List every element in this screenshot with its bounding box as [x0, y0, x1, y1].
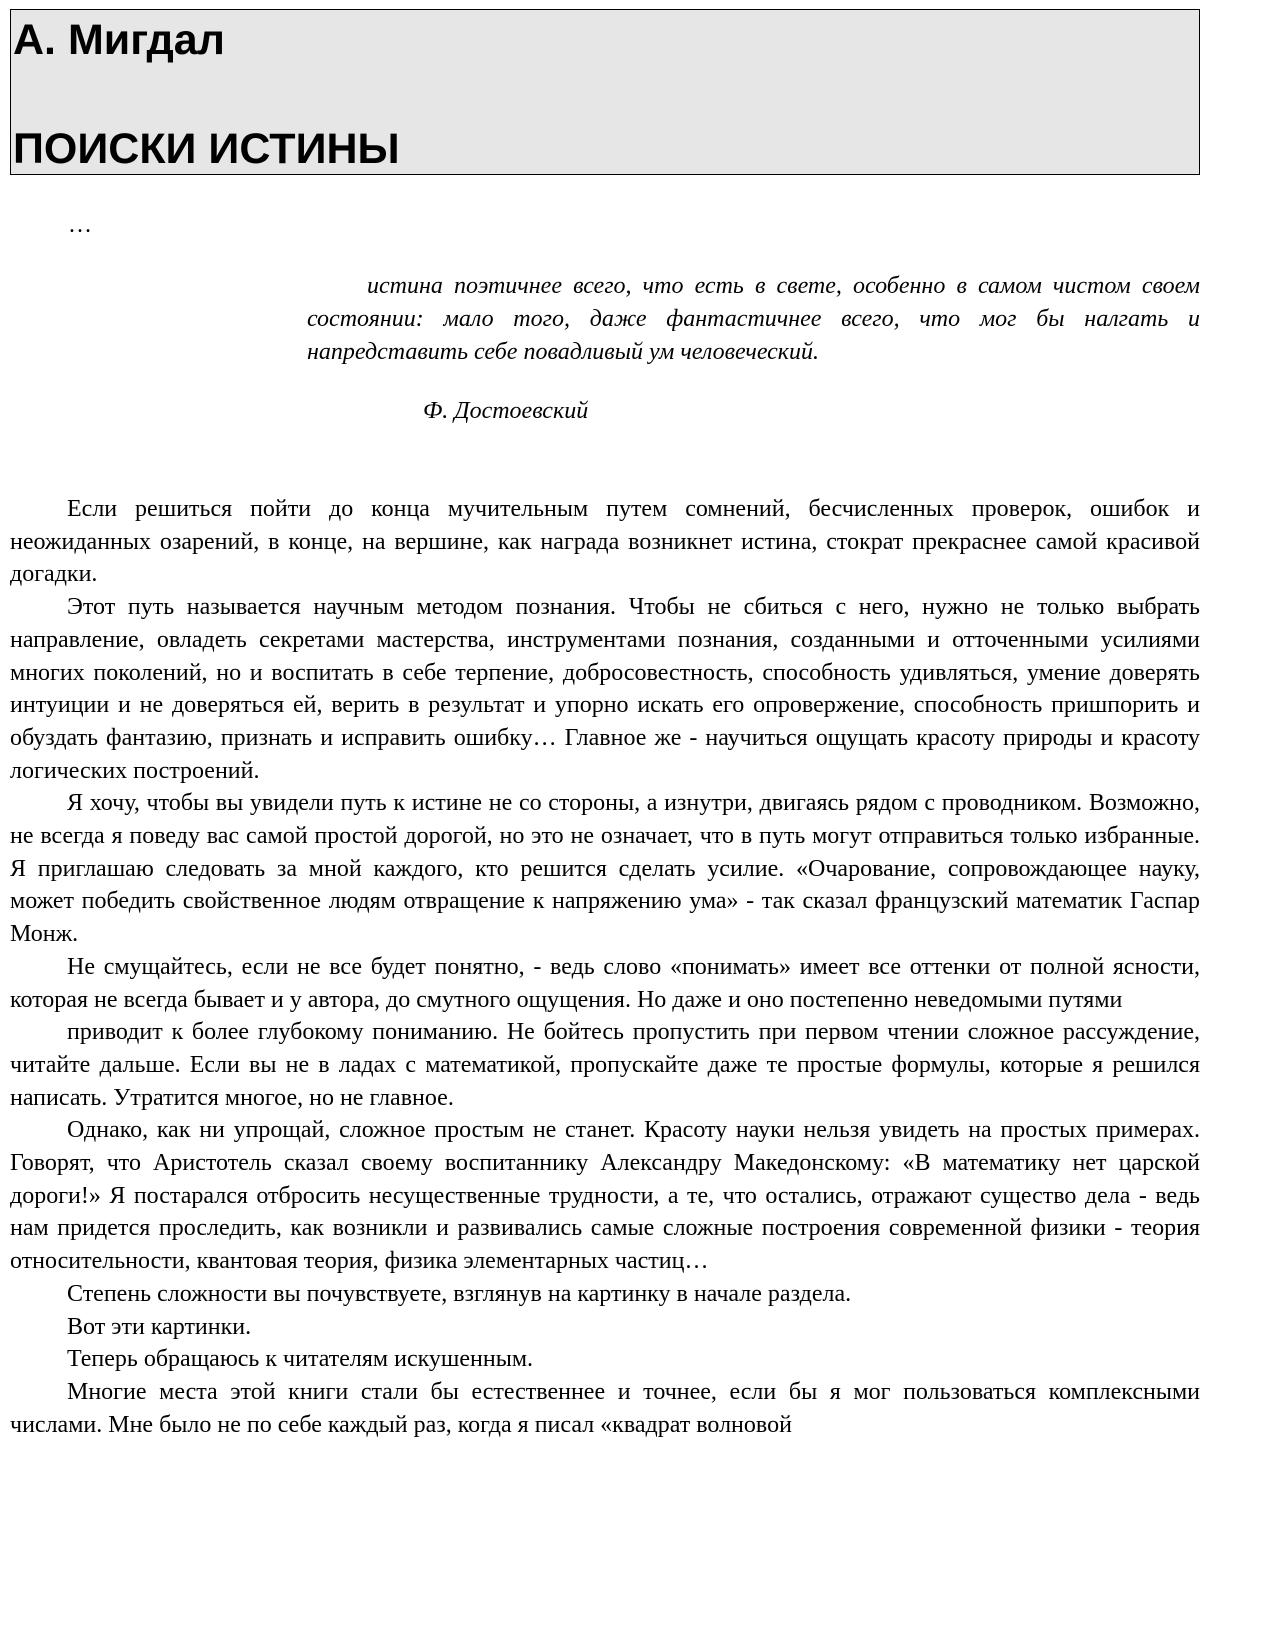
paragraph: Не смущайтесь, если не все будет понятно, - ведь слово «понимать» имеет все оттенки от полной ясности, которая не всегда бывает и у автора, до смутного ощущения. Но даже и оно постепенно неведомыми путями: [10, 953, 1200, 1013]
paragraph: Я хочу, чтобы вы увидели путь к истине не со стороны, а изнутри, двигаясь рядом с проводником. Возможно, не всегда я поведу вас самой простой дорогой, но это не означает, что в путь могут отправиться только избранные. Я приглашаю следовать за мной каждого, кто решится сделать усилие. «Очарование, сопровождающее науку, может победить свойственное людям отвращение к напряжению ума» - так сказал французский математик Гаспар Монж.: [10, 790, 1200, 948]
paragraph: Этот путь называется научным методом познания. Чтобы не сбиться с него, нужно не только выбрать направление, овладеть секретами мастерства, инструментами познания, созданными и отточенными усилиями многих поколений, но и воспитать в себе терпение, добросовестность, способность удивляться, умение доверять интуиции и не доверяться ей, верить в результат и упорно искать его опровержение, способность пришпорить и обуздать фантазию, признать и исправить ошибку… Главное же - научиться ощущать красоту природы и красоту логических построений.: [10, 594, 1200, 784]
book-title: ПОИСКИ ИСТИНЫ: [13, 125, 400, 173]
paragraph: Если решиться пойти до конца мучительным путем сомнений, бесчисленных проверок, ошибок и неожиданных озарений, в конце, на вершине, как награда возникнет истина, стократ прекраснее самой красивой догадки.: [10, 496, 1200, 588]
body-text: [10, 493, 1200, 1441]
paragraph: Степень сложности вы почувствуете, взглянув на картинку в начале раздела.: [67, 1280, 852, 1307]
paragraph: Однако, как ни упрощай, сложное простым не станет. Красоту науки нельзя увидеть на простых примерах. Говорят, что Аристотель сказал своему воспитаннику Александру Македонскому: «В математику нет царской дороги!» Я постарался отбросить несущественные трудности, а те, что остались, отражают существо дела - ведь нам придется проследить, как возникли и развивались самые сложные построения современной физики - теория относительности, квантовая теория, физика элементарных частиц…: [10, 1117, 1200, 1275]
epigraph-text: истина поэтичнее всего, что есть в свете, особенно в самом чистом своем состоянии: мало того, даже фантастичнее всего, что мог бы налгать и напредставить себе повадливый ум человеческий.: [307, 273, 1200, 365]
paragraph: Вот эти картинки.: [67, 1313, 252, 1340]
paragraph: Многие места этой книги стали бы естественнее и точнее, если бы я мог пользоваться комплексными числами. Мне было не по себе каждый раз, когда я писал «квадрат волновой: [10, 1378, 1200, 1438]
ellipsis: …: [68, 212, 92, 238]
book-author: А. Мигдал: [13, 16, 225, 64]
title-box: [10, 9, 1200, 175]
epigraph-author: Ф. Достоевский: [423, 398, 589, 424]
paragraph: приводит к более глубокому пониманию. Не бойтесь пропустить при первом чтении сложное рассуждение, читайте дальше. Если вы не в ладах с математикой, пропускайте даже те простые формулы, которые я решился написать. Утратится многое, но не главное.: [10, 1019, 1200, 1111]
paragraph: Теперь обращаюсь к читателям искушенным.: [67, 1346, 534, 1373]
